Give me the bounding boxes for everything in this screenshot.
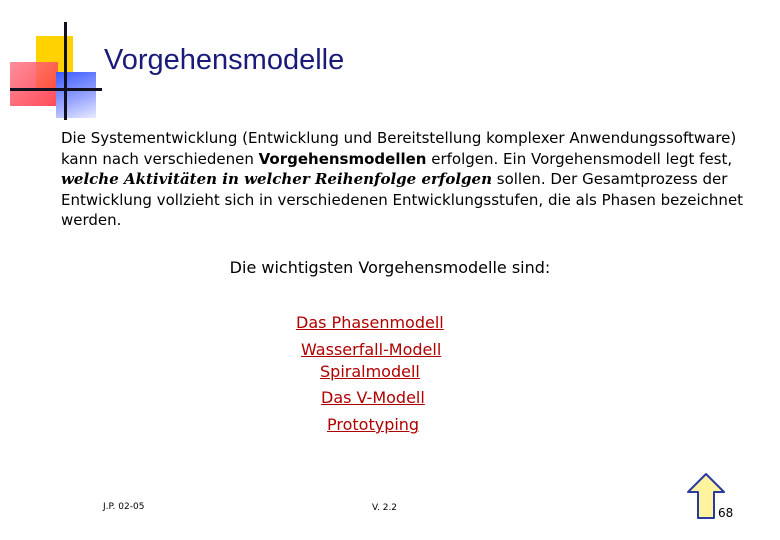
intro-text-3: sollen. Der Gesamtprozess der Entwicklung vollzieht sich in verschiedenen Entwicklungsstufen, die als Phasen bezeichnet werden. <box>61 170 744 229</box>
link-wasserfall-modell[interactable]: Wasserfall-Modell <box>301 340 442 359</box>
intro-text-2: erfolgen. Ein Vorgehensmodell legt fest, <box>426 149 733 168</box>
slide-title: Vorgehensmodelle <box>104 44 345 76</box>
link-phasenmodell[interactable]: Das Phasenmodell <box>296 313 444 332</box>
link-spiralmodell[interactable]: Spiralmodell <box>320 362 420 381</box>
models-heading: Die wichtigsten Vorgehensmodelle sind: <box>229 258 551 277</box>
decorative-horizontal-line <box>10 88 102 91</box>
intro-text-1: Die Systementwicklung (Entwicklung und Bereitstellung komplexer Anwendungssoftware) kann nach verschiedenen <box>61 129 737 168</box>
footer-version: V. 2.2 <box>372 503 398 513</box>
decorative-red-square <box>10 62 58 106</box>
link-prototyping[interactable]: Prototyping <box>327 415 420 434</box>
intro-bold-term: Vorgehensmodellen <box>258 149 427 168</box>
footer-author-date: J.P. 02-05 <box>103 502 145 512</box>
decorative-vertical-line <box>64 22 67 120</box>
intro-paragraph <box>61 128 751 231</box>
link-v-modell[interactable]: Das V-Modell <box>321 388 425 407</box>
intro-emphasis: welche Aktivitäten in welcher Reihenfolge erfolgen <box>61 170 492 188</box>
decorative-blue-square <box>56 72 96 118</box>
page-number: 68 <box>718 506 734 520</box>
